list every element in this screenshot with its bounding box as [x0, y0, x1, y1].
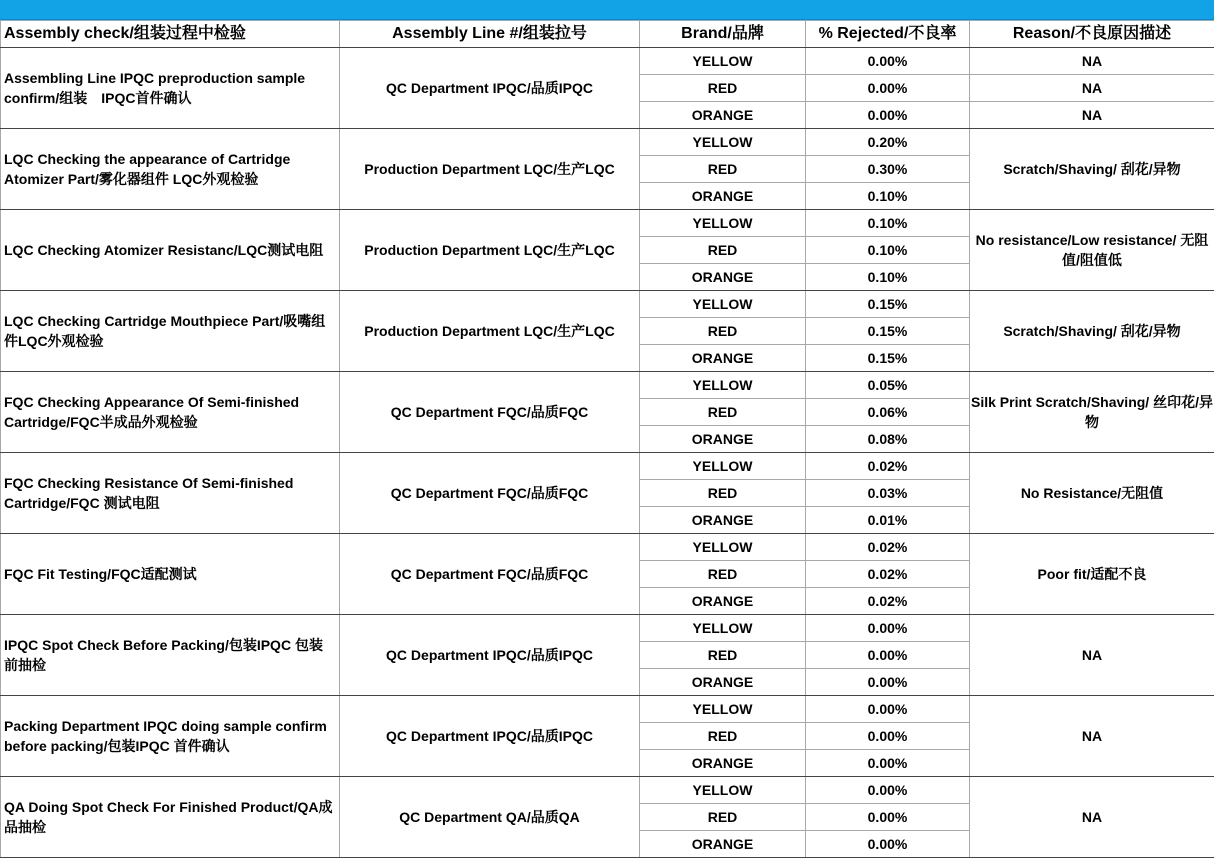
- assembly-line-cell: Production Department LQC/生产LQC: [340, 210, 640, 291]
- assembly-line-cell: Production Department LQC/生产LQC: [340, 291, 640, 372]
- brand-cell: RED: [640, 237, 806, 264]
- assembly-check-cell: QA Doing Spot Check For Finished Product/QA成品抽检: [1, 777, 340, 858]
- assembly-line-cell: QC Department FQC/品质FQC: [340, 372, 640, 453]
- brand-cell: YELLOW: [640, 291, 806, 318]
- assembly-check-cell: FQC Fit Testing/FQC适配测试: [1, 534, 340, 615]
- brand-cell: RED: [640, 75, 806, 102]
- assembly-line-cell: QC Department FQC/品质FQC: [340, 534, 640, 615]
- brand-cell: YELLOW: [640, 129, 806, 156]
- reason-cell: NA: [970, 777, 1214, 858]
- brand-cell: ORANGE: [640, 669, 806, 696]
- reason-cell: Poor fit/适配不良: [970, 534, 1214, 615]
- rejected-rate-cell: 0.08%: [806, 426, 970, 453]
- rejected-rate-cell: 0.15%: [806, 291, 970, 318]
- table-row: [1, 615, 1214, 642]
- brand-cell: ORANGE: [640, 750, 806, 777]
- rejected-rate-cell: 0.05%: [806, 372, 970, 399]
- reason-cell: No resistance/Low resistance/ 无阻值/阻值低: [970, 210, 1214, 291]
- brand-cell: YELLOW: [640, 453, 806, 480]
- rejected-rate-cell: 0.06%: [806, 399, 970, 426]
- rejected-rate-cell: 0.10%: [806, 210, 970, 237]
- header-assembly-check: Assembly check/组装过程中检验: [1, 21, 340, 48]
- rejected-rate-cell: 0.00%: [806, 777, 970, 804]
- rejected-rate-cell: 0.10%: [806, 183, 970, 210]
- brand-cell: RED: [640, 804, 806, 831]
- brand-cell: ORANGE: [640, 507, 806, 534]
- rejected-rate-cell: 0.00%: [806, 696, 970, 723]
- brand-cell: RED: [640, 561, 806, 588]
- table-row: [1, 534, 1214, 561]
- header-assembly-line: Assembly Line #/组装拉号: [340, 21, 640, 48]
- assembly-check-cell: Packing Department IPQC doing sample confirm before packing/包装IPQC 首件确认: [1, 696, 340, 777]
- rejected-rate-cell: 0.00%: [806, 804, 970, 831]
- table-row: [1, 48, 1214, 75]
- header-reason: Reason/不良原因描述: [970, 21, 1214, 48]
- rejected-rate-cell: 0.00%: [806, 48, 970, 75]
- rejected-rate-cell: 0.00%: [806, 750, 970, 777]
- brand-cell: RED: [640, 156, 806, 183]
- rejected-rate-cell: 0.00%: [806, 669, 970, 696]
- reason-cell: Silk Print Scratch/Shaving/ 丝印花/异物: [970, 372, 1214, 453]
- rejected-rate-cell: 0.03%: [806, 480, 970, 507]
- reason-cell: Scratch/Shaving/ 刮花/异物: [970, 129, 1214, 210]
- rejected-rate-cell: 0.00%: [806, 642, 970, 669]
- rejected-rate-cell: 0.00%: [806, 723, 970, 750]
- assembly-check-cell: Assembling Line IPQC preproduction sample confirm/组装 IPQC首件确认: [1, 48, 340, 129]
- reason-cell: NA: [970, 615, 1214, 696]
- assembly-check-cell: LQC Checking Cartridge Mouthpiece Part/吸嘴组件LQC外观检验: [1, 291, 340, 372]
- brand-cell: ORANGE: [640, 426, 806, 453]
- assembly-line-cell: QC Department QA/品质QA: [340, 777, 640, 858]
- brand-cell: YELLOW: [640, 615, 806, 642]
- rejected-rate-cell: 0.02%: [806, 561, 970, 588]
- rejected-rate-cell: 0.02%: [806, 534, 970, 561]
- brand-cell: RED: [640, 318, 806, 345]
- rejected-rate-cell: 0.30%: [806, 156, 970, 183]
- rejected-rate-cell: 0.02%: [806, 588, 970, 615]
- table-row: [1, 210, 1214, 237]
- brand-cell: RED: [640, 399, 806, 426]
- assembly-line-cell: QC Department FQC/品质FQC: [340, 453, 640, 534]
- brand-cell: ORANGE: [640, 264, 806, 291]
- table-row: [1, 291, 1214, 318]
- rejected-rate-cell: 0.10%: [806, 237, 970, 264]
- assembly-line-cell: QC Department IPQC/品质IPQC: [340, 615, 640, 696]
- header-rejected: % Rejected/不良率: [806, 21, 970, 48]
- rejected-rate-cell: 0.00%: [806, 102, 970, 129]
- table-row: [1, 777, 1214, 804]
- reason-cell: Scratch/Shaving/ 刮花/异物: [970, 291, 1214, 372]
- assembly-check-cell: FQC Checking Resistance Of Semi-finished Cartridge/FQC 测试电阻: [1, 453, 340, 534]
- rejected-rate-cell: 0.01%: [806, 507, 970, 534]
- header-row: [1, 21, 1214, 48]
- table-row: [1, 129, 1214, 156]
- reason-cell: NA: [970, 75, 1214, 102]
- rejected-rate-cell: 0.15%: [806, 318, 970, 345]
- brand-cell: YELLOW: [640, 777, 806, 804]
- table-row: [1, 453, 1214, 480]
- rejected-rate-cell: 0.20%: [806, 129, 970, 156]
- assembly-check-cell: IPQC Spot Check Before Packing/包装IPQC 包装前抽检: [1, 615, 340, 696]
- rejected-rate-cell: 0.00%: [806, 75, 970, 102]
- brand-cell: YELLOW: [640, 372, 806, 399]
- assembly-check-cell: LQC Checking the appearance of Cartridge Atomizer Part/雾化器组件 LQC外观检验: [1, 129, 340, 210]
- brand-cell: YELLOW: [640, 48, 806, 75]
- rejected-rate-cell: 0.15%: [806, 345, 970, 372]
- brand-cell: RED: [640, 480, 806, 507]
- reason-cell: NA: [970, 102, 1214, 129]
- assembly-check-table: [0, 20, 1214, 858]
- table-body: [1, 48, 1214, 858]
- rejected-rate-cell: 0.10%: [806, 264, 970, 291]
- brand-cell: ORANGE: [640, 183, 806, 210]
- assembly-line-cell: Production Department LQC/生产LQC: [340, 129, 640, 210]
- reason-cell: NA: [970, 48, 1214, 75]
- rejected-rate-cell: 0.00%: [806, 615, 970, 642]
- reason-cell: No Resistance/无阻值: [970, 453, 1214, 534]
- table-row: [1, 372, 1214, 399]
- brand-cell: YELLOW: [640, 210, 806, 237]
- rejected-rate-cell: 0.00%: [806, 831, 970, 858]
- brand-cell: RED: [640, 723, 806, 750]
- brand-cell: RED: [640, 642, 806, 669]
- brand-cell: YELLOW: [640, 534, 806, 561]
- brand-cell: YELLOW: [640, 696, 806, 723]
- brand-cell: ORANGE: [640, 345, 806, 372]
- brand-cell: ORANGE: [640, 831, 806, 858]
- assembly-line-cell: QC Department IPQC/品质IPQC: [340, 696, 640, 777]
- brand-cell: ORANGE: [640, 588, 806, 615]
- rejected-rate-cell: 0.02%: [806, 453, 970, 480]
- table-row: [1, 696, 1214, 723]
- assembly-line-cell: QC Department IPQC/品质IPQC: [340, 48, 640, 129]
- assembly-check-cell: LQC Checking Atomizer Resistanc/LQC测试电阻: [1, 210, 340, 291]
- assembly-check-cell: FQC Checking Appearance Of Semi-finished Cartridge/FQC半成品外观检验: [1, 372, 340, 453]
- top-color-bar: [0, 0, 1214, 20]
- brand-cell: ORANGE: [640, 102, 806, 129]
- reason-cell: NA: [970, 696, 1214, 777]
- header-brand: Brand/品牌: [640, 21, 806, 48]
